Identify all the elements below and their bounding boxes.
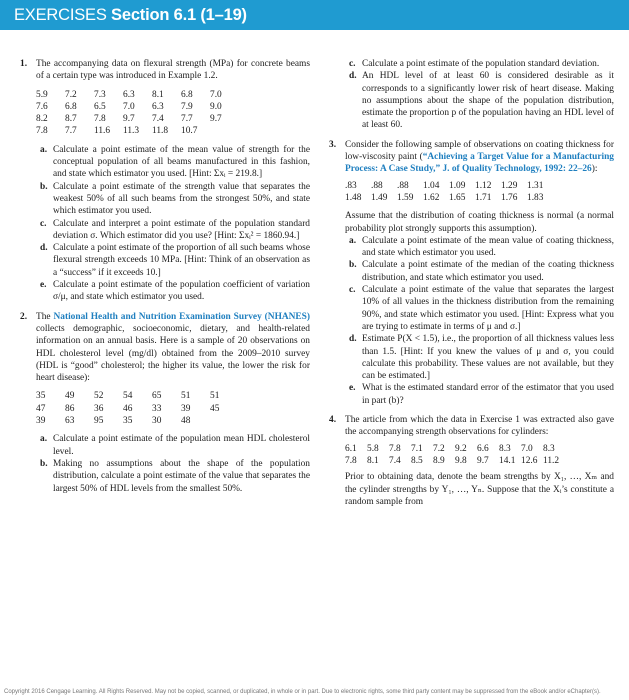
part-a: a. Calculate a point estimate of the population mean HDL cholesterol level.: [40, 434, 310, 457]
part-d: d. An HDL level of at least 60 is considered desirable as it corresponds to a significantly lower risk of heart disease. Making no assumptions about the shape of the population distribution, estimate the proportion p of the population having an HDL level of at least 60.: [349, 71, 614, 131]
data-value: 1.59: [397, 192, 414, 203]
data-value: 6.1: [345, 443, 357, 454]
exercise-number: 1.: [20, 59, 28, 69]
assumption-text: Assume that the distribution of coating thickness is normal (a normal probability plot strongly supports this assumption).: [345, 211, 614, 234]
data-value: 7.2: [65, 89, 77, 100]
data-value: .83: [345, 180, 357, 191]
data-value: 9.0: [210, 101, 222, 112]
data-table: [36, 390, 310, 427]
part-c: c. Calculate and interpret a point estimate of the population standard deviation σ. Which estimator did you use? [Hint: Σxᵢ² = 1860.94.]: [40, 218, 310, 241]
data-value: 7.0: [123, 101, 135, 112]
data-value: 65: [152, 391, 162, 402]
part-b: b. Calculate a point estimate of the median of the coating thickness distribution, and state which estimator you used.: [349, 260, 614, 283]
exercise-intro: The accompanying data on flexural strength (MPa) for concrete beams of a certain type was introduced in Example 1.2.: [36, 59, 310, 82]
data-value: 1.04: [423, 180, 440, 191]
data-value: 6.3: [152, 101, 164, 112]
data-value: 30: [152, 416, 162, 427]
exercise-number: 2.: [20, 311, 28, 322]
section-title: EXERCISES Section 6.1 (1–19): [14, 6, 247, 24]
data-value: 33: [152, 403, 162, 414]
data-value: 8.3: [543, 443, 555, 454]
data-value: 6.6: [477, 443, 489, 454]
data-value: 1.76: [501, 192, 518, 203]
right-column: [329, 58, 614, 508]
data-value: 8.7: [65, 114, 77, 125]
data-value: 1.48: [345, 192, 362, 203]
data-value: .88: [397, 180, 409, 191]
data-value: 7.0: [210, 89, 222, 100]
part-a: a. Calculate a point estimate of the mean value of strength for the conceptual population of all beams manufactured in this fashion, and state which estimator you used. [Hint: Σxᵢ = 219.8.]: [40, 144, 310, 180]
data-value: 35: [36, 391, 46, 402]
data-value: 7.8: [345, 455, 357, 466]
part-d: d. Calculate a point estimate of the proportion of all such beams whose flexural strength exceeds 10 MPa. [Hint: Think of an observation as a “success” if it exceeds 10.]: [40, 243, 310, 278]
data-value: 7.8: [36, 126, 48, 137]
data-table: [345, 443, 614, 468]
data-value: 7.6: [36, 101, 48, 112]
data-value: 39: [36, 416, 46, 427]
exercise-3: [329, 139, 614, 407]
data-value: 54: [123, 391, 133, 402]
data-value: 48: [181, 416, 191, 427]
part-d: d. Estimate P(X < 1.5), i.e., the proportion of all thickness values less than 1.5. [Hint: If you knew the values of μ and σ, you could calculate this probability. These values are not available, but they can be estimated.]: [349, 334, 614, 382]
data-value: 51: [181, 391, 191, 402]
data-value: 7.2: [433, 443, 445, 454]
data-value: 51: [210, 391, 220, 402]
source-citation: “Achieving a Target Value for a Manufacturing Process: A Case Study,” J. of Quality Technology, 1992: 22–26: [345, 152, 614, 175]
data-value: 14.1: [499, 455, 516, 466]
data-value: 9.7: [210, 114, 222, 125]
data-value: 7.0: [521, 443, 533, 454]
data-value: 7.7: [181, 114, 193, 125]
part-a: a. Calculate a point estimate of the mean value of coating thickness, and state which estimator you used.: [349, 235, 614, 259]
left-column: [20, 58, 310, 495]
data-value: 8.3: [499, 443, 511, 454]
data-value: 1.83: [527, 192, 544, 203]
data-value: 7.9: [181, 101, 193, 112]
data-value: 39: [181, 403, 191, 414]
data-value: 86: [65, 403, 75, 414]
data-value: 63: [65, 416, 75, 427]
data-value: 35: [123, 416, 133, 427]
part-b: b. Calculate a point estimate of the strength value that separates the weakest 50% of all such beams from the strongest 50%, and state which estimator you used.: [40, 181, 310, 217]
data-value: 36: [94, 403, 104, 414]
data-value: 1.62: [423, 192, 440, 203]
copyright-footer: Copyright 2016 Cengage Learning. All Rights Reserved. May not be copied, scanned, or duplicated, in whole or in part. Due to electronic rights, some third party content may be suppressed from the eBook and/or eChapter(s).: [4, 689, 601, 695]
part-c: c. Calculate a point estimate of the population standard deviation.: [349, 59, 600, 69]
data-value: 6.5: [94, 101, 106, 112]
source-citation: National Health and Nutrition Examination Survey (NHANES): [53, 311, 310, 322]
data-value: 6.8: [181, 89, 193, 100]
data-value: 1.29: [501, 180, 518, 191]
data-value: 7.8: [94, 114, 106, 125]
data-value: 5.8: [367, 443, 379, 454]
data-value: 7.4: [152, 114, 164, 125]
data-value: 1.31: [527, 180, 544, 191]
part-e: e. What is the estimated standard error of the estimator that you used in part (b)?: [349, 383, 614, 406]
data-value: 7.8: [389, 443, 401, 454]
data-table: [36, 89, 310, 138]
data-value: 45: [210, 403, 220, 414]
exercise-intro: The National Health and Nutrition Examination Survey (NHANES) collects demographic, socioeconomic, dietary, and health-related information on an annual basis. Here is a sample of 20 observations on HDL cholesterol level (mg/dl) obtained from the 2009–2010 survey (HDL is “good” cholesterol; the higher its value, the lower the risk for heart disease):: [36, 311, 310, 384]
data-value: 7.7: [65, 126, 77, 137]
section-header: [0, 0, 629, 30]
data-value: 49: [65, 391, 75, 402]
data-value: .88: [371, 180, 383, 191]
data-value: 95: [94, 416, 104, 427]
data-value: 6.3: [123, 89, 135, 100]
data-value: 11.8: [152, 126, 169, 137]
data-value: 9.7: [123, 114, 135, 125]
data-value: 1.65: [449, 192, 466, 203]
data-value: 9.2: [455, 443, 467, 454]
data-value: 8.9: [433, 455, 445, 466]
part-e: e. Calculate a point estimate of the population coefficient of variation σ/μ, and state which estimator you used.: [40, 280, 310, 303]
data-value: 46: [123, 403, 133, 414]
data-value: 52: [94, 391, 104, 402]
data-value: 7.4: [389, 455, 401, 466]
data-value: 9.7: [477, 455, 489, 466]
exercise-2-continued: [329, 58, 614, 132]
data-table: [345, 180, 614, 205]
exercise-intro: Consider the following sample of observations on coating thickness for low-viscosity paint (“Achieving a Target Value for a Manufacturing Process: A Case Study,” J. of Quality Technology, 1992: 22–26):: [345, 139, 614, 175]
exercise-2: [20, 311, 310, 495]
data-value: 8.5: [411, 455, 423, 466]
data-value: 5.9: [36, 89, 48, 100]
data-value: 7.3: [94, 89, 106, 100]
part-b: b. Making no assumptions about the shape of the population distribution, calculate a point estimate of the value that separates the largest 50% of HDL levels from the smallest 50%.: [40, 458, 310, 494]
exercise-1: [20, 58, 310, 304]
data-value: 1.09: [449, 180, 466, 191]
data-value: 9.8: [455, 455, 467, 466]
exercise-text: Prior to obtaining data, denote the beam strengths by X₁, …, Xₘ and the cylinder strengths by Y₁, …, Yₙ. Suppose that the Xᵢ’s constitute a random sample from: [345, 472, 614, 507]
data-value: 8.2: [36, 114, 48, 125]
part-c: c. Calculate a point estimate of the value that separates the largest 10% of all values in the thickness distribution from the remaining 90%, and state which estimator you used. [Hint: Express what you are trying to estimate in terms of μ and σ.]: [349, 285, 614, 332]
data-value: 8.1: [367, 455, 379, 466]
data-value: 10.7: [181, 126, 198, 137]
data-value: 7.1: [411, 443, 423, 454]
data-value: 1.49: [371, 192, 388, 203]
data-value: 6.8: [65, 101, 77, 112]
data-value: 8.1: [152, 89, 164, 100]
data-value: 11.3: [123, 126, 140, 137]
data-value: 11.6: [94, 126, 111, 137]
exercise-intro: The article from which the data in Exercise 1 was extracted also gave the accompanying strength observations for cylinders:: [345, 415, 614, 438]
exercise-number: 4.: [329, 415, 337, 426]
exercise-number: 3.: [329, 139, 337, 150]
data-value: 11.2: [543, 455, 560, 466]
data-value: 1.71: [475, 192, 492, 203]
data-value: 1.12: [475, 180, 492, 191]
data-value: 47: [36, 403, 46, 414]
data-value: 12.6: [521, 455, 538, 466]
exercise-4: [329, 414, 614, 508]
